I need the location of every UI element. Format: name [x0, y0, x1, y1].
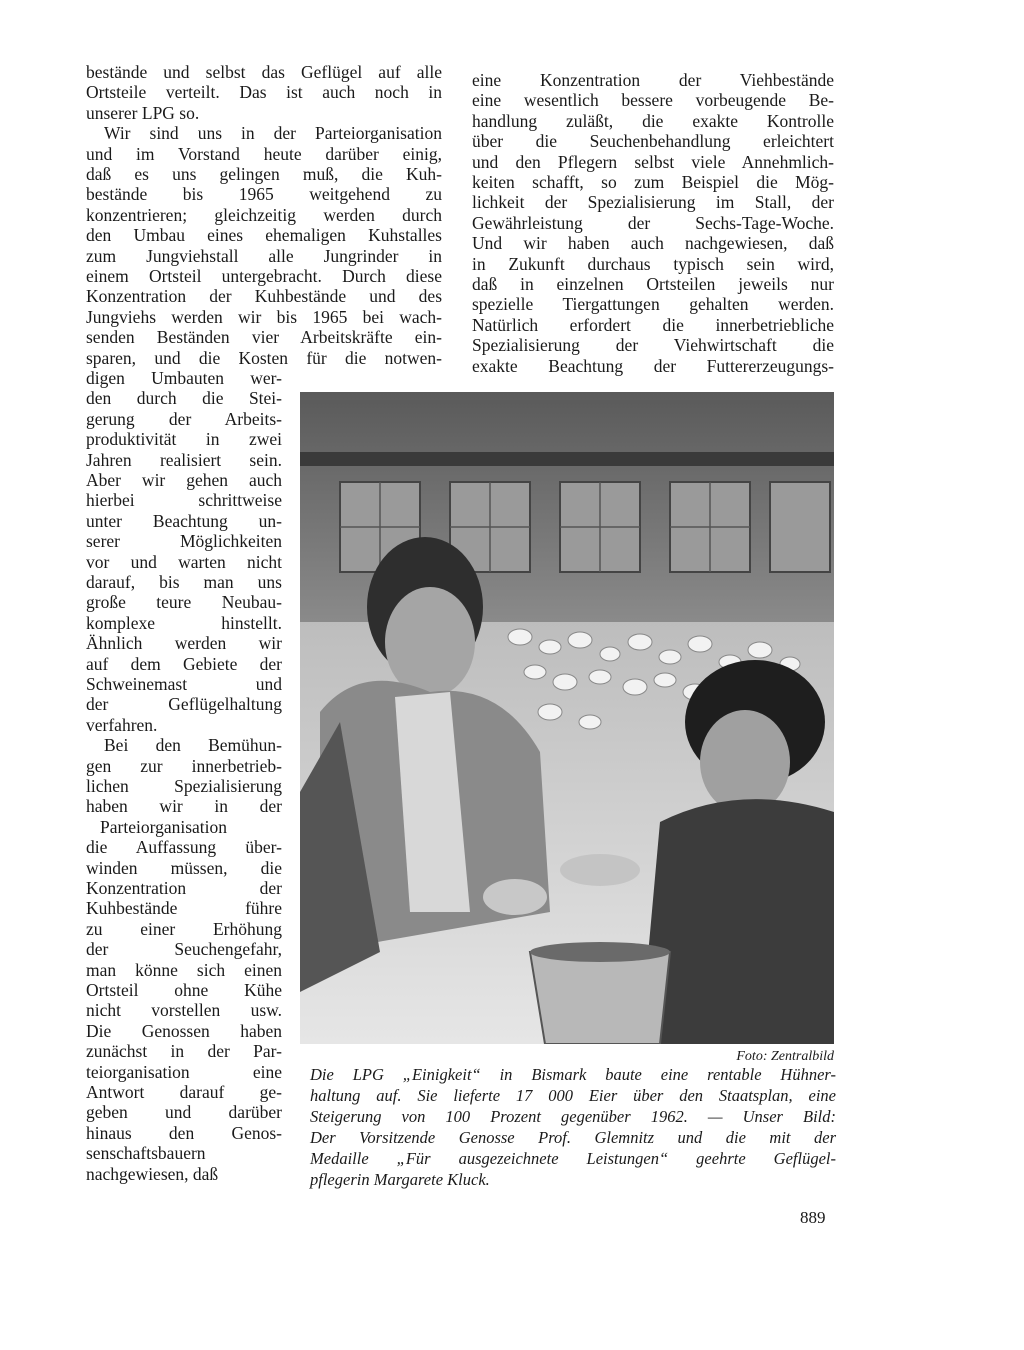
caption-line: pflegerin Margarete Kluck. [310, 1170, 490, 1189]
left-column-line: lichen Spezialisierung [86, 776, 282, 796]
caption-line: Medaille „Für ausgezeichnete Leistungen“ geehrte Geflügel- [310, 1149, 836, 1168]
left-column-line: man könne sich einen [86, 959, 282, 980]
right-column-line: eine Konzentration der Viehbestände [472, 70, 834, 90]
left-column-line: Die Genossen haben [86, 1020, 282, 1041]
left-column-line: auf dem Gebiete der [86, 653, 282, 674]
left-column-line: der Seuchengefahr, [86, 939, 282, 960]
right-column-line: Spezialisierung der Viehwirtschaft die [472, 335, 834, 356]
left-column-line: hinaus den Genos- [86, 1122, 282, 1143]
right-column-line: Gewährleistung der Sechs-Tage-Woche. [472, 212, 834, 233]
left-column-line: Schweinemast und [86, 674, 282, 694]
left-column-line: nachgewiesen, daß [86, 1163, 219, 1184]
left-column-line: große teure Neubau- [86, 592, 282, 613]
left-column-line: haben wir in der [86, 796, 282, 817]
right-column-line: spezielle Tiergattungen gehalten werden. [472, 294, 834, 315]
left-column-line: und im Vorstand heute darüber einig, [86, 143, 442, 164]
left-column-line: Kuhbestände führe [86, 898, 282, 919]
left-column-line: teiorganisation eine [86, 1061, 282, 1082]
left-column-line: die Auffassung über- [86, 837, 282, 858]
photo-credit: Foto: Zentralbild [736, 1049, 834, 1064]
left-column-line: unter Beachtung un- [86, 510, 282, 531]
caption-line: Der Vorsitzende Genosse Prof. Glemnitz und die mit der [310, 1128, 836, 1147]
left-column-line: bestände und selbst das Geflügel auf alle [86, 62, 442, 82]
right-column-line: handlung zuläßt, die exakte Kontrolle [472, 110, 834, 131]
left-column-line: den Umbau eines ehemaligen Kuhstalles [86, 225, 442, 246]
right-column-line: Natürlich erfordert die innerbetriebliche [472, 314, 834, 335]
left-column-line: serer Möglichkeiten [86, 531, 282, 552]
left-column-line: daß es uns gelingen muß, die Kuh- [86, 164, 442, 184]
left-column-line: unserer LPG so. [86, 102, 200, 123]
right-column-line: lichkeit der Spezialisierung im Stall, der [472, 192, 834, 213]
page-number: 889 [800, 1208, 826, 1227]
right-column-line: daß in einzelnen Ortsteilen jeweils nur [472, 274, 834, 294]
left-column-line: den durch die Stei- [86, 388, 282, 409]
left-column-line: digen Umbauten wer- [86, 368, 282, 388]
left-column-line: bestände bis 1965 weitgehend zu [86, 184, 442, 205]
left-column-line: gerung der Arbeits- [86, 408, 282, 429]
left-column-line: Bei den Bemühun- [104, 735, 282, 756]
left-column-line: der Geflügelhaltung [86, 694, 282, 715]
left-column-line: sparen, und die Kosten für die notwen- [86, 347, 442, 368]
left-column-line: Jungviehs werden wir bis 1965 bei wach- [86, 306, 442, 327]
left-column-line: verfahren. [86, 714, 158, 735]
left-column-line: zunächst in der Par- [86, 1041, 282, 1062]
left-column-line: produktivität in zwei [86, 429, 282, 450]
right-column-line: keiten schafft, so zum Beispiel die Mög- [472, 172, 834, 192]
left-column-line: Ähnlich werden wir [86, 633, 282, 654]
caption-line: Die LPG „Einigkeit“ in Bismark baute eine rentable Hühner- [310, 1065, 836, 1084]
left-column-line: Ortsteile verteilt. Das ist auch noch in [86, 82, 442, 103]
left-column-line: konzentrieren; gleichzeitig werden durch [86, 204, 442, 225]
left-column-line: vor und warten nicht [86, 551, 282, 572]
left-column-line: winden müssen, die [86, 857, 282, 878]
left-column-line: Parteiorganisation [100, 816, 228, 837]
left-column-line: Jahren realisiert sein. [86, 449, 282, 470]
left-column-line: Antwort darauf ge- [86, 1082, 282, 1102]
left-column-line: einem Ortsteil untergebracht. Durch diese [86, 266, 442, 286]
left-column-line: Konzentration der [86, 878, 282, 898]
right-column-line: und den Pflegern selbst viele Annehmlich- [472, 151, 834, 172]
left-column-line: gen zur innerbetrieb- [86, 755, 282, 776]
right-column-line: in Zukunft durchaus typisch sein wird, [472, 253, 834, 274]
left-column-line: zu einer Erhöhung [86, 918, 282, 939]
caption-line: Steigerung von 100 Prozent gegenüber 1962. — Unser Bild: [310, 1107, 836, 1126]
left-column-line: senschaftsbauern [86, 1143, 206, 1164]
right-column-line: über die Seuchenbehandlung erleichtert [472, 131, 834, 152]
left-column-line: darauf, bis man uns [86, 572, 282, 592]
left-column-line: senden Beständen vier Arbeitskräfte ein- [86, 327, 442, 348]
caption-line: haltung auf. Sie lieferte 17 000 Eier über den Staatsplan, eine [310, 1086, 836, 1105]
left-column-line: nicht vorstellen usw. [86, 1000, 282, 1021]
left-column-line: komplexe hinstellt. [86, 612, 282, 633]
right-column-line: exakte Beachtung der Futtererzeugungs- [472, 355, 834, 376]
left-column-line: geben und darüber [86, 1102, 282, 1123]
left-column-line: zum Jungviehstall alle Jungrinder in [86, 245, 442, 266]
left-column-line: Wir sind uns in der Parteiorganisation [104, 123, 442, 144]
photo-image [300, 392, 834, 1044]
left-column-line: hierbei schrittweise [86, 490, 282, 511]
right-column-line: eine wesentlich bessere vorbeugende Be- [472, 90, 834, 111]
left-column-line: Ortsteil ohne Kühe [86, 980, 282, 1000]
photo-chicken-farm [300, 392, 834, 1044]
right-column-line: Und wir haben auch nachgewiesen, daß [472, 233, 834, 254]
left-column-line: Aber wir gehen auch [86, 470, 282, 490]
left-column-line: Konzentration der Kuhbestände und des [86, 286, 442, 307]
